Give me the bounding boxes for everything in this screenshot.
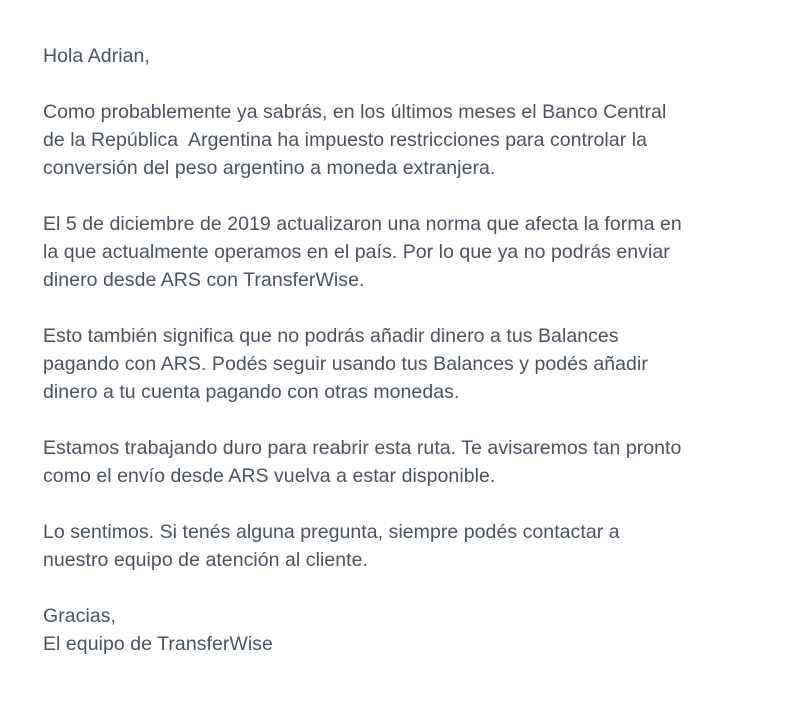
paragraph-line: Esto también significa que no podrás añadir dinero a tus Balances <box>43 325 619 347</box>
paragraph-line: como el envío desde ARS vuelva a estar disponible. <box>43 465 496 487</box>
paragraph-line: Como probablemente ya sabrás, en los últimos meses el Banco Central <box>43 101 667 123</box>
greeting-text: Hola Adrian, <box>43 45 150 67</box>
paragraph-line: de la República Argentina ha impuesto restricciones para controlar la <box>43 129 648 151</box>
paragraph-regulation <box>43 210 780 294</box>
paragraph-restrictions <box>43 98 780 182</box>
closing-thanks: Gracias, <box>43 605 117 627</box>
paragraph-balances <box>43 322 780 406</box>
paragraph-line: Lo sentimos. Si tenés alguna pregunta, siempre podés contactar a <box>43 521 620 543</box>
paragraph-line: la que actualmente operamos en el país. Por lo que ya no podrás enviar <box>43 241 670 263</box>
paragraph-line: dinero a tu cuenta pagando con otras monedas. <box>43 381 460 403</box>
paragraph-line: nuestro equipo de atención al cliente. <box>43 549 368 571</box>
paragraph-line: dinero desde ARS con TransferWise. <box>43 269 365 291</box>
paragraph-line: pagando con ARS. Podés seguir usando tus Balances y podés añadir <box>43 353 648 375</box>
paragraph-line: Estamos trabajando duro para reabrir esta ruta. Te avisaremos tan pronto <box>43 437 682 459</box>
paragraph-line: El 5 de diciembre de 2019 actualizaron una norma que afecta la forma en <box>43 213 682 235</box>
paragraph-reopen <box>43 434 780 490</box>
signature: El equipo de TransferWise <box>43 633 273 655</box>
greeting <box>43 42 780 70</box>
closing <box>43 602 780 658</box>
paragraph-support <box>43 518 780 574</box>
paragraph-line: conversión del peso argentino a moneda extranjera. <box>43 157 496 179</box>
